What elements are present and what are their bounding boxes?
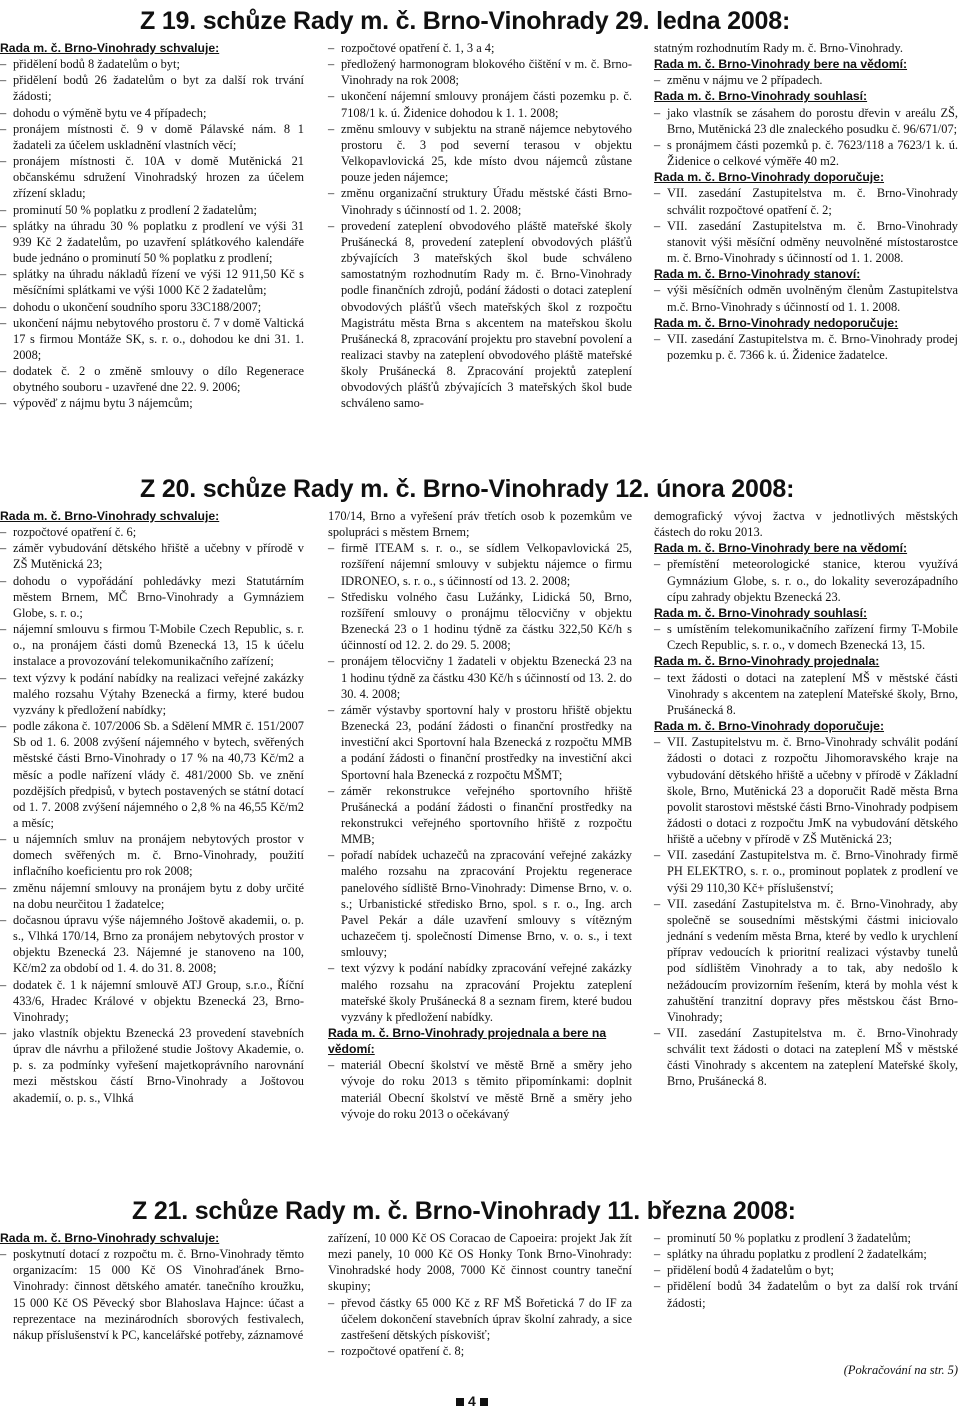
s19-column-1: [0, 40, 304, 412]
resolution-item: – ukončení nájmu nebytového prostoru č. 7 v domě Valtická 17 s firmou Montáže SK, s. r. o., dohodou ke dni 31. 1. 2008;: [0, 315, 304, 363]
resolution-item: – rozpočtové opatření č. 6;: [0, 524, 304, 540]
resolution-item: – záměr rekonstrukce veřejného sportovního hřiště Prušánecká a podání žádosti o finanční prostředky na rekonstrukci veřejného sportovního hřiště z rozpočtu MMB;: [328, 783, 632, 848]
page-number-value: 4: [468, 1393, 476, 1409]
resolution-item: – pronájem místnosti č. 10A v domě Mutěnická 21 občanskému sdružení Vinohradský hrozen za účelem zřízení skladu;: [0, 153, 304, 201]
resolution-item: – prominutí 50 % poplatku z prodlení 2 žadatelům;: [0, 202, 304, 218]
s21-column-3: [654, 1230, 958, 1311]
resolution-item: – prominutí 50 % poplatku z prodlení 3 žadatelům;: [654, 1230, 958, 1246]
resolution-heading: Rada m. č. Brno-Vinohrady schvaluje:: [0, 509, 220, 523]
resolution-item: – výpověď z nájmu bytu 3 nájemcům;: [0, 395, 304, 411]
resolution-item: – předložený harmonogram blokového čištění v m. č. Brno-Vinohrady na rok 2008;: [328, 56, 632, 88]
resolution-item: – VII. zasedání Zastupitelstva m. č. Brno-Vinohrady prodej pozemku p. č. 7366 k. ú. Židenice žadatelce.: [654, 331, 958, 363]
resolution-item: – záměr vybudování dětského hřiště a učebny v přírodě v ZŠ Mutěnická 23;: [0, 540, 304, 572]
resolution-item: – text výzvy k podání nabídky na realizaci veřejné zakázky malého rozsahu Výtahy Bzenecká a firmy, které budou vyzvány k předložení nabídky;: [0, 670, 304, 718]
resolution-item: – materiál Obecní školství ve městě Brně a směry jeho vývoje do roku 2013 s těmito připomínkami: doplnit materiál Obecní školství ve městě Brně a směry jeho vývoje do roku 2013 o očekávaný: [328, 1057, 632, 1122]
resolution-item: – VII. zasedání Zastupitelstva m. č. Brno-Vinohrady, aby společně se sousedními městskými částmi iniciovalo jednání s vedením města Brna, které by vedlo k urychlení příprav vedoucích k prioritní realizaci výstavby tunelů pod sídlištěm Vinohrady a to tak, aby nedošlo k nežádoucím provizorním řešením, která by mohla vést k zahuštění tranzitní dopravy přes městskou část Brno-Vinohrady;: [654, 896, 958, 1025]
resolution-item: – výši měsíčních odměn uvolněným členům Zastupitelstva m.č. Brno-Vinohrady s účinností od 1. 1. 2008.: [654, 282, 958, 314]
page-number: [452, 1392, 492, 1410]
paragraph: demografický vývoj žactva v jednotlivých městských částech do roku 2013.: [654, 509, 958, 540]
resolution-item: – text výzvy k podání nabídky zpracování veřejné zakázky malého rozsahu na zpracování Projektu zateplení mateřské školy Prušánecká 8 a seznam firem, které budou vyzvány k předložení nabídky.: [328, 960, 632, 1025]
resolution-item: – změnu nájemní smlouvy na pronájem bytu z doby určité na dobu neurčitou 1 žadatelce;: [0, 880, 304, 912]
resolution-item: – splátky na úhradu nákladů řízení ve výši 12 911,50 Kč s měsíčními splátkami ve výši 1000 Kč 2 žadatelům;: [0, 266, 304, 298]
resolution-item: – přidělení bodů 4 žadatelům o byt;: [654, 1262, 958, 1278]
resolution-heading: Rada m. č. Brno-Vinohrady schvaluje:: [0, 1231, 220, 1245]
resolution-item: – VII. zasedání Zastupitelstva m. č. Brno-Vinohrady schválit rozpočtové opatření č. 2;: [654, 185, 958, 217]
resolution-item: – dodatek č. 2 o změně smlouvy o dílo Regenerace obytného souboru - uzavřené dne 22. 9. 2006;: [0, 363, 304, 395]
resolution-item: – firmě ITEAM s. r. o., se sídlem Velkopavlovická 25, rozšíření nájemní smlouvy v subjektu nájemce o firmu IDRONEO, s. r. o., s účinností od 13. 2. 2008;: [328, 540, 632, 588]
resolution-item: – poskytnutí dotací z rozpočtu m. č. Brno-Vinohrady těmto organizacím: 15 000 Kč OS Vinohraďánek Brno-Vinohrady: činnost dětského amatér. tanečního kroužku, 15 000 Kč OS Pěvecký sbor Blahoslava Hajnce: účast a reprezentace na mezinárodních sborových festivalech, nákup příslušenství k PC, kancelářské potřeby, záznamové: [0, 1246, 304, 1343]
heading-meeting-19: Z 19. schůze Rady m. č. Brno-Vinohrady 29. ledna 2008:: [140, 7, 791, 35]
resolution-item: – ukončení nájemní smlouvy pronájem části pozemku p. č. 7108/1 k. ú. Židenice dohodou k 1. 1. 2008;: [328, 88, 632, 120]
resolution-item: – Středisku volného času Lužánky, Lidická 50, Brno, rozšíření smlouvy o pronájmu tělocvičny v objektu Bzenecká 23 o 1 hodinu týdně za částku 322,50 Kč/h s účinností od 12. 2. do 29. 5. 2008;: [328, 589, 632, 654]
resolution-item: – záměr výstavby sportovní haly v prostoru hřiště objektu Bzenecká 23, podání žádosti o finanční prostředky na investiční akci Sportovní hala Bzenecká z rozpočtu MMB a podání žádosti o finanční prostředky na investiční akci Sportovní hala Bzenecká z rozpočtu MŠMT;: [328, 702, 632, 783]
resolution-item: – pronájem místnosti č. 9 v domě Pálavské nám. 8 1 žadateli za účelem uskladnění vlastních věcí;: [0, 121, 304, 153]
square-bullet-icon: [480, 1398, 488, 1406]
resolution-heading: Rada m. č. Brno-Vinohrady stanoví:: [654, 267, 861, 282]
resolution-item: – s umístěním telekomunikačního zařízení firmy T-Mobile Czech Republic, s. r. o., v domech Bzenecká 13, 15.: [654, 621, 958, 653]
resolution-item: – jako vlastník objektu Bzenecká 23 provedení stavebních úprav dle návrhu a přiložené studie Joštovy Akademie, o. p. s. za podmínky vyřešení majetkoprávního narovnání mezi městskou částí Brno-Vinohrady a Joštovou akademií, o. p. s., Vlhká: [0, 1025, 304, 1106]
resolution-heading: Rada m. č. Brno-Vinohrady nedoporučuje:: [654, 315, 899, 330]
resolution-item: – s pronájmem části pozemků p. č. 7623/118 a 7623/1 k. ú. Židenice o celkové výměře 40 m2.: [654, 137, 958, 169]
paragraph: 170/14, Brno a vyřešení práv třetích osob k pozemkům ve spolupráci s městem Brnem;: [328, 509, 632, 540]
resolution-item: – dohodu o vypořádání pohledávky mezi Statutárním městem Brnem, MČ Brno-Vinohrady a Gymnáziem Globe, s. r. o.;: [0, 573, 304, 621]
resolution-item: – rozpočtové opatření č. 1, 3 a 4;: [328, 40, 632, 56]
paragraph: statným rozhodnutím Rady m. č. Brno-Vinohrady.: [654, 41, 903, 55]
resolution-heading: Rada m. č. Brno-Vinohrady doporučuje:: [654, 719, 885, 734]
resolution-heading: Rada m. č. Brno-Vinohrady projednala a bere na vědomí:: [328, 1026, 607, 1057]
resolution-item: – převod částky 65 000 Kč z RF MŠ Bořetická 7 do IF za účelem dokončení stavebních úprav školní zahrady, a sice zastřešení dětských pískovišť;: [328, 1295, 632, 1343]
resolution-item: – přemístění meteorologické stanice, kterou využívá Gymnázium Globe, s. r. o., do lokality severozápadního cípu zahrady objektu Bzenecká 23.: [654, 556, 958, 604]
resolution-item: – přidělení bodů 26 žadatelům o byt za další rok trvání žádosti;: [0, 72, 304, 104]
resolution-item: – pořadí nabídek uchazečů na zpracování veřejné zakázky malého rozsahu na zpracování Projektu regenerace panelového sídliště Brno-Vinohrady: Dimense Brno, v. o. s.; Urbanistické středisko Brno, spol. s r. o., Ing. arch Pavel Pekár a dále uzavření smlouvy s vítězným uchazečem tj. společností Dimense Brno, v. o. s., i text smlouvy;: [328, 847, 632, 960]
resolution-item: – dohodu o ukončení soudního sporu 33C188/2007;: [0, 299, 304, 315]
continued-note: (Pokračování na str. 5): [843, 1363, 958, 1377]
paragraph: zařízení, 10 000 Kč OS Coracao de Capoeira: projekt Jak žít mezi panely, 10 000 Kč OS Honky Tonk Brno-Vinohrady: Vinohradské hody 2008, 7000 Kč činnost country taneční skupiny;: [328, 1231, 632, 1294]
resolution-item: – nájemní smlouvu s firmou T-Mobile Czech Republic, s. r. o., na pronájem části domů Bzenecká 13, 15 k účelu instalace a provozování telekomunikačního zařízení;: [0, 621, 304, 669]
resolution-item: – dohodu o výměně bytu ve 4 případech;: [0, 105, 304, 121]
resolution-item: – VII. Zastupitelstvu m. č. Brno-Vinohrady schválit podání žádosti o dotaci z rozpočtu Jihomoravského kraje na vybudování dětského hřiště a učebny v přírodě v Základní škole, Brno, Mutěnická 23 a doporučit Radě města Brna povolit starostovi městské části Brno-Vinohrady podpisem žádosti o dotaci z rozpočtu JmK na vybudování dětského hřiště a učebny v přírodě v ZŠ Mutěnická 23;: [654, 734, 958, 847]
resolution-item: – změnu v nájmu ve 2 případech.: [654, 72, 958, 88]
s21-column-2: [328, 1230, 632, 1359]
resolution-item: – u nájemních smluv na pronájem nebytových prostor v domech svěřených m. č. Brno-Vinohrady, použití inflačního koeficientu pro rok 2008;: [0, 831, 304, 879]
resolution-item: – VII. zasedání Zastupitelstva m. č. Brno-Vinohrady firmě PH ELEKTRO, s. r. o., prominout poplatek z prodlení ve výši 29 110,30 Kč+ příslušenství;: [654, 847, 958, 895]
resolution-item: – splátky na úhradu poplatku z prodlení 2 žadatelkám;: [654, 1246, 958, 1262]
resolution-item: – VII. zasedání Zastupitelstva m. č. Brno-Vinohrady schválit text žádosti o dotaci na zateplení MŠ v městské části Vinohrady s akcentem na zateplení Mateřské školy, Brno, Prušánecká 8.: [654, 1025, 958, 1090]
s20-column-3: [654, 508, 958, 1090]
resolution-item: – splátky na úhradu 30 % poplatku z prodlení ve výši 31 939 Kč 2 žadatelům, po uzavření splátkového kalendáře bude jednáno o prominutí 50 % poplatku z prodlení;: [0, 218, 304, 266]
resolution-item: – VII. zasedání Zastupitelstva m. č. Brno-Vinohrady stanovit výši měsíční odměny neuvolněné místostarostce m. č. Brno-Vinohrady s účinností od 1. 1. 2008.: [654, 218, 958, 266]
resolution-item: – jako vlastník se zásahem do porostu dřevin v areálu ZŠ, Brno, Mutěnická 23 dle znaleckého posudku č. 96/671/07;: [654, 105, 958, 137]
s20-column-2: [328, 508, 632, 1122]
resolution-item: – text žádosti o dotaci na zateplení MŠ v městské části Vinohrady s akcentem na zateplení Mateřské školy, Brno, Prušánecká 8.: [654, 670, 958, 718]
resolution-heading: Rada m. č. Brno-Vinohrady schvaluje:: [0, 41, 220, 55]
resolution-heading: Rada m. č. Brno-Vinohrady projednala:: [654, 654, 880, 669]
square-bullet-icon: [456, 1398, 464, 1406]
resolution-item: – změnu organizační struktury Úřadu městské části Brno-Vinohrady s účinností od 1. 2. 2008;: [328, 185, 632, 217]
resolution-item: – dočasnou úpravu výše nájemného Joštově akademii, o. p. s., Vlhká 170/14, Brno za pronájem nebytových prostor v objektu Bzenecká 23. Nájemné je stanoveno na 100, Kč/m2 za období od 1. 4. do 31. 8. 2008;: [0, 912, 304, 977]
resolution-heading: Rada m. č. Brno-Vinohrady bere na vědomí:: [654, 57, 908, 72]
resolution-item: – podle zákona č. 107/2006 Sb. a Sdělení MMR č. 151/2007 Sb od 1. 6. 2008 zvýšení nájemného v bytech, svěřených městské části Brno-Vinohrady o 17 % na 40,73 Kč/m2 a měsíc a podle nařízení vlády č. 481/2000 Sb. ve znění pozdějších předpisů, v bytech postavených se státní dotací od 1. 7. 2008 zvýšení nájemného o 2,8 % na 46,55 Kč/m2 a měsíc;: [0, 718, 304, 831]
resolution-item: – přidělení bodů 34 žadatelům o byt za další rok trvání žádosti;: [654, 1278, 958, 1310]
heading-meeting-20: Z 20. schůze Rady m. č. Brno-Vinohrady 12. února 2008:: [140, 475, 795, 503]
resolution-heading: Rada m. č. Brno-Vinohrady bere na vědomí:: [654, 541, 908, 556]
resolution-item: – dodatek č. 1 k nájemní smlouvě ATJ Group, s.r.o., Říční 433/6, Hradec Králové v objektu Bzenecká 23, Brno-Vinohrady;: [0, 977, 304, 1025]
heading-meeting-21: Z 21. schůze Rady m. č. Brno-Vinohrady 11. března 2008:: [132, 1197, 796, 1225]
resolution-heading: Rada m. č. Brno-Vinohrady souhlasí:: [654, 605, 868, 620]
resolution-item: – změnu smlouvy v subjektu na straně nájemce nebytového prostoru č. 3 pod severní terasou v objektu Velkopavlovická 25, kde místo dvou nájemců zůstane pouze jeden nájemce;: [328, 121, 632, 186]
resolution-heading: Rada m. č. Brno-Vinohrady doporučuje:: [654, 170, 885, 185]
resolution-heading: Rada m. č. Brno-Vinohrady souhlasí:: [654, 89, 868, 104]
resolution-item: – provedení zateplení obvodového pláště mateřské školy Prušánecká 8, provedení zateplení obvodových plášťů zbývajících 3 mateřských škol bude schváleno samostatným rozhodnutím Rady m. č. Brno-Vinohrady podle finančních zdrojů, podání žádosti o dotaci zateplení obvodových plášťů všech mateřských škol z rozpočtu Magistrátu města Brna s akcentem na mateřskou školu Prušánecká 8, zpracování projektu pro stavební povolení a realizaci stavby na zateplení obvodového pláště mateřské školy Prušánecká 8. Zpracování projektů zateplení obvodových plášťů zbývajících 3 mateřských škol bude schváleno samo-: [328, 218, 632, 412]
resolution-item: – rozpočtové opatření č. 8;: [328, 1343, 632, 1359]
resolution-item: – přidělení bodů 8 žadatelům o byt;: [0, 56, 304, 72]
resolution-item: – pronájem tělocvičny 1 žadateli v objektu Bzenecká 23 na 1 hodinu týdně za částku 430 Kč/h s účinností od 13. 2. do 30. 4. 2008;: [328, 653, 632, 701]
s21-column-1: [0, 1230, 304, 1343]
s19-column-2: [328, 40, 632, 412]
s19-column-3: [654, 40, 958, 363]
s20-column-1: [0, 508, 304, 1106]
